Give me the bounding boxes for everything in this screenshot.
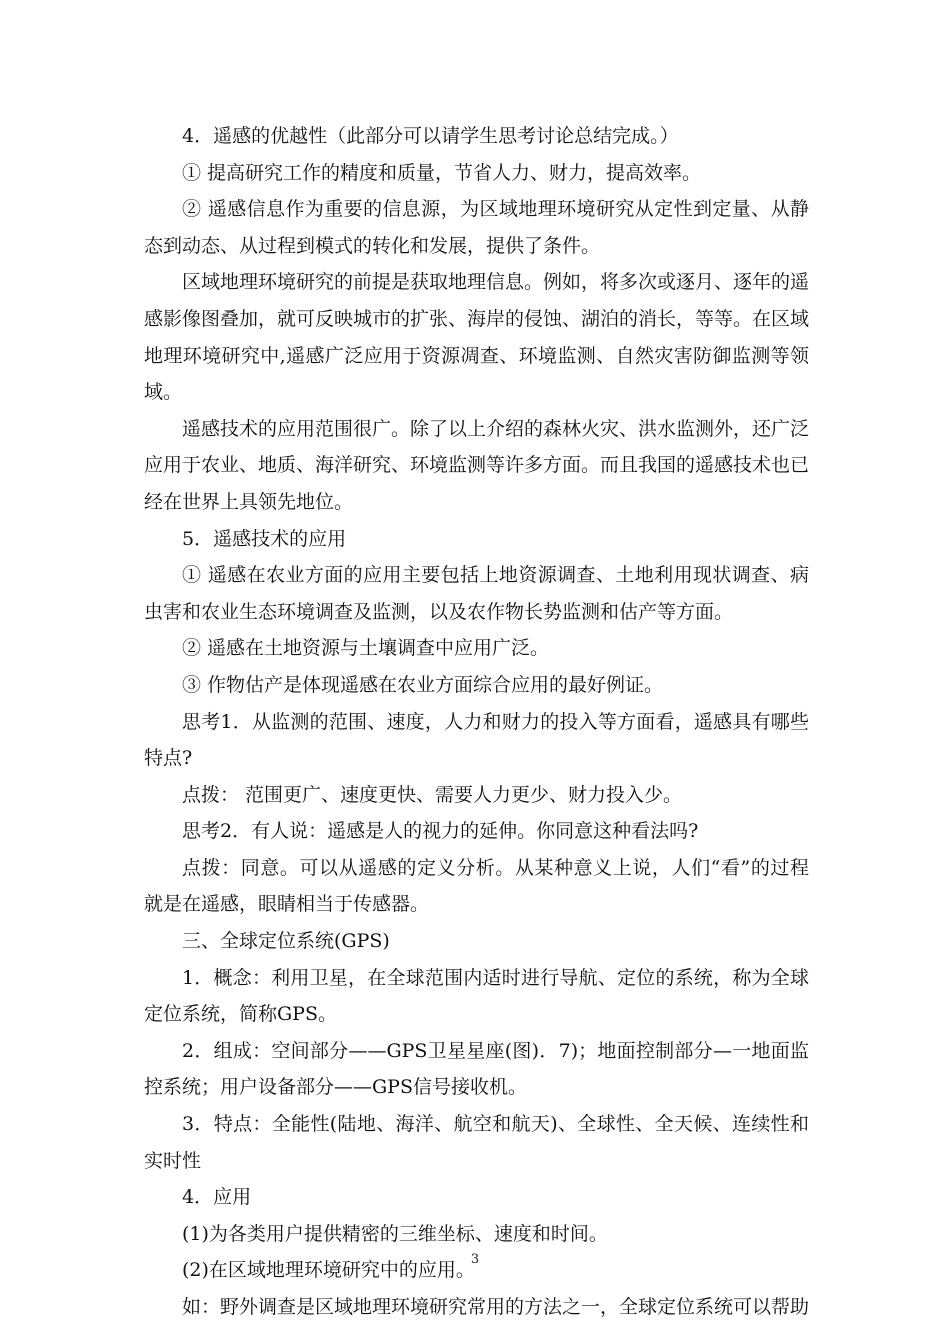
page-number: 3 — [470, 1252, 480, 1267]
application-item-1: ① 遥感在农业方面的应用主要包括上地资源调查、土地利用现状调查、病虫害和农业生态环境调查及监测，以及农作物长势监测和估产等方面。 — [144, 564, 809, 623]
gps-composition: 2．组成：空间部分——GPS卫星星座(图)．7)；地面控制部分—一地面监控系统；用户设备部分——GPS信号接收机。 — [144, 1039, 809, 1099]
application-item-2: ② 遥感在土地资源与土壤调查中应用广泛。 — [182, 637, 550, 660]
section-heading-gps: 三、全球定位系统(GPS) — [182, 930, 390, 953]
heading-gps-applications: 4．应用 — [182, 1186, 252, 1209]
hint-2: 点拨：同意。可以从遥感的定义分析。从某种意义上说，人们“看”的过程就是在遥感，眼睛相当于传感器。 — [144, 856, 809, 916]
gps-concept: 1．概念：利用卫星，在全球范围内适时进行导航、定位的系统，称为全球定位系统，简称GPS。 — [144, 966, 809, 1026]
gps-example: 如：野外调查是区域地理环境研究常用的方法之一，全球定位系统可以帮助 — [182, 1296, 810, 1318]
gps-features: 3．特点：全能性(陆地、海洋、航空和航天)、全球性、全天候、连续性和实时性 — [144, 1113, 809, 1172]
hint-1: 点拨： 范围更广、速度更快、需要人力更少、财力投入少。 — [182, 783, 683, 806]
paragraph-rs-scope: 遥感技术的应用范围很广。除了以上介绍的森林火灾、洪水监测外，还广泛应用于农业、地质、海洋研究、环境监测等许多方面。而且我国的遥感技术也已经在世界上具领先地位。 — [144, 417, 810, 513]
advantage-item-2: ② 遥感信息作为重要的信息源，为区域地理环境研究从定性到定量、从静态到动态、从过程到模式的转化和发展，提供了条件。 — [144, 198, 809, 257]
question-1: 思考1．从监测的范围、速度，人力和财力的投入等方面看，遥感具有哪些特点? — [144, 710, 809, 770]
advantage-item-1: ① 提高研究工作的精度和质量，节省人力、财力，提高效率。 — [182, 161, 702, 184]
paragraph-regional-research: 区域地理环境研究的前提是获取地理信息。例如，将多次或逐月、逐年的遥感影像图叠加，就可反映城市的扩张、海岸的侵蚀、湖泊的消长，等等。在区域地理环境研究中,遥感广泛应用于资源凋查、环境监测、自然灾害防御监测等领域。 — [144, 271, 810, 404]
heading-rs-advantages: 4．遥感的优越性（此部分可以请学生思考讨论总结完成。） — [182, 125, 679, 147]
gps-application-2: (2)在区域地理环境研究中的应用。 — [182, 1259, 475, 1282]
application-item-3: ③ 作物估产是体现遥感在农业方面综合应用的最好例证。 — [182, 673, 664, 696]
gps-application-1: (1)为各类用户提供精密的三维坐标、速度和时间。 — [182, 1222, 608, 1245]
heading-rs-applications: 5．遥感技术的应用 — [182, 527, 347, 550]
question-2: 思考2．有人说：遥感是人的视力的延伸。你同意这种看法吗? — [182, 820, 699, 843]
page-body — [144, 118, 809, 1326]
